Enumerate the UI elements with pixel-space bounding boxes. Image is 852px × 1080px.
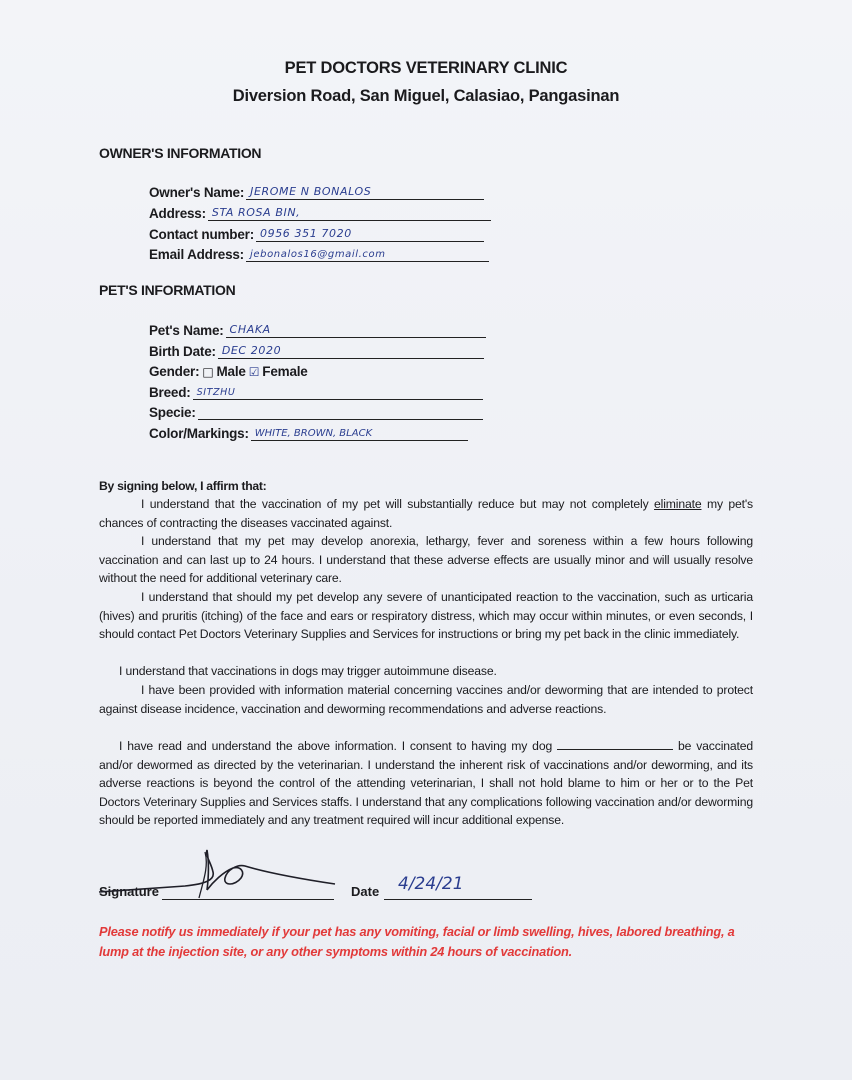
- address-field[interactable]: [149, 201, 491, 221]
- consent-paragraph-2: I understand that my pet may develop anorexia, lethargy, fever and soreness within a few hours following vaccination and can last up to 24 hours. I understand that these adverse effects are usually minor and will usually resolve without the need for additional veterinary care.: [99, 534, 753, 586]
- red-notice: Please notify us immediately if your pet has any vomiting, facial or limb swelling, hives, labored breathing, a lump at the injection site, or any other symptoms within 24 hours of vaccination.: [99, 924, 735, 959]
- breed-field[interactable]: [149, 380, 483, 400]
- owner-name-line: [246, 182, 484, 200]
- email-line: [246, 244, 489, 262]
- birth-date-line: [218, 341, 484, 359]
- color-markings-field[interactable]: [149, 421, 468, 441]
- birth-date-field[interactable]: [149, 339, 484, 359]
- consent-paragraph-3: I understand that should my pet develop any severe of unanticipated reaction to the vaccination, such as urticaria (hives) and pruritis (itching) of the face and ears or respiratory distress, which may occur within minutes, or even seconds, I should contact Pet Doctors Veterinary Supplies and Services for instructions or bring my pet back in the clinic immediately.: [99, 590, 753, 642]
- specie-field[interactable]: [149, 400, 483, 420]
- address-label: Address:: [149, 206, 206, 221]
- affirm-heading: By signing below, I affirm that:: [99, 479, 267, 493]
- birth-date-label: Birth Date:: [149, 344, 216, 359]
- contact-value: 0956 351 7020: [260, 227, 352, 240]
- address-line: [208, 203, 491, 221]
- breed-label: Breed:: [149, 385, 191, 400]
- color-markings-value: WHITE, BROWN, BLACK: [254, 428, 373, 439]
- email-label: Email Address:: [149, 247, 244, 262]
- contact-line: [256, 224, 484, 242]
- clinic-name: PET DOCTORS VETERINARY CLINIC: [284, 59, 568, 77]
- color-markings-label: Color/Markings:: [149, 426, 249, 441]
- clinic-address: Diversion Road, San Miguel, Calasiao, Pangasinan: [232, 87, 620, 105]
- color-markings-line: [251, 423, 468, 441]
- consent-paragraph-4: I understand that vaccinations in dogs may trigger autoimmune disease.: [119, 664, 497, 678]
- consent-paragraph-6: [99, 737, 753, 830]
- owner-section-title: OWNER'S INFORMATION: [99, 145, 262, 161]
- date-label: Date: [351, 884, 380, 899]
- pet-section-title: PET'S INFORMATION: [99, 282, 236, 298]
- gender-label: Gender:: [149, 364, 200, 379]
- consent-p6-rest: be vaccinated and/or dewormed as directed by the veterinarian. I understand the inherent risk of vaccinations and/or deworming, and its adverse reactions is beyond the control of the attending veterinarian, I shall not hold blame to him or her or to the Pet Doctors Veterinary Supplies and Services staffs. I understand that any complications following vaccination and/or deworming should be reported immediately and any treatment required will incur additional expense.: [99, 739, 753, 828]
- contact-label: Contact number:: [149, 227, 255, 242]
- consent-p1-underlined: eliminate: [654, 497, 702, 511]
- consent-p1-text: I understand that the vaccination of my pet will substantially reduce but may not completely: [141, 497, 649, 511]
- gender-field: [149, 359, 308, 379]
- contact-field[interactable]: [149, 222, 484, 242]
- specie-line: [198, 402, 483, 420]
- breed-value: SITZHU: [196, 387, 236, 398]
- specie-label: Specie:: [149, 405, 196, 420]
- female-option-label: Female: [262, 364, 308, 379]
- consent-paragraph-1: [99, 495, 753, 532]
- email-value: jebonalos16@gmail.com: [249, 249, 386, 260]
- signature-scribble-icon: [95, 842, 345, 906]
- signature-label: Signature: [99, 884, 159, 899]
- breed-line: [193, 382, 483, 400]
- date-value: 4/24/21: [398, 874, 464, 894]
- male-option-label: Male: [216, 364, 246, 379]
- pet-name-label: Pet's Name:: [149, 323, 224, 338]
- dog-name-blank[interactable]: [557, 737, 673, 750]
- consent-paragraph-5: I have been provided with information material concerning vaccines and/or deworming that are intended to protect against disease incidence, vaccination and deworming recommendations and adverse reactions.: [99, 683, 753, 716]
- owner-name-label: Owner's Name:: [149, 185, 245, 200]
- female-checkbox-icon[interactable]: ☑: [248, 365, 260, 379]
- email-field[interactable]: [149, 242, 489, 262]
- male-checkbox-icon[interactable]: □: [202, 365, 214, 379]
- owner-name-field[interactable]: [149, 180, 484, 200]
- owner-name-value: JEROME N BONALOS: [250, 185, 372, 198]
- pet-name-value: CHAKA: [229, 323, 271, 336]
- birth-date-value: DEC 2020: [221, 344, 282, 357]
- pet-name-field[interactable]: [149, 318, 486, 338]
- consent-p6-text: I have read and understand the above information. I consent to having my dog: [119, 739, 553, 753]
- consent-p1-rest: my pet's chances of contracting the diseases vaccinated against.: [99, 497, 754, 530]
- address-value: STA ROSA BIN,: [211, 206, 301, 219]
- pet-name-line: [226, 320, 486, 338]
